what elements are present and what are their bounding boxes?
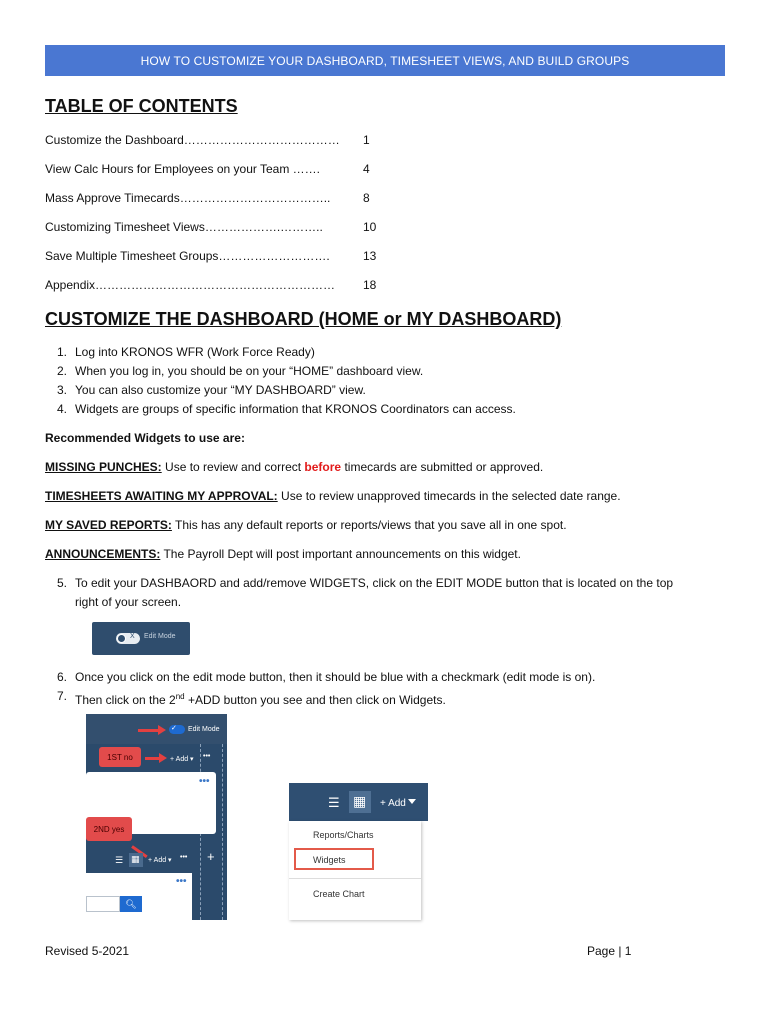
dashed-guide <box>222 744 223 920</box>
menu-item-create-chart: Create Chart <box>313 889 365 899</box>
add-button-2: + Add ▾ <box>148 857 172 864</box>
add-button: + Add <box>380 798 406 809</box>
step-number: 3. <box>56 383 67 397</box>
list-view-icon: ☰ <box>115 855 124 865</box>
toggle-x-label: X <box>130 633 135 640</box>
step-text: You can also customize your “MY DASHBOARD” view. <box>75 383 366 397</box>
callout-second: 2ND yes <box>86 817 132 841</box>
toc-entry-page: 1 <box>363 133 370 147</box>
revised-date: Revised 5-2021 <box>45 944 130 958</box>
toc-heading: TABLE OF CONTENTS <box>45 96 238 116</box>
widget-label: MY SAVED REPORTS: <box>45 518 172 532</box>
document-title: HOW TO CUSTOMIZE YOUR DASHBOARD, TIMESHEET VIEWS, AND BUILD GROUPS <box>140 53 630 68</box>
list-item <box>45 687 735 710</box>
step-text: Once you click on the edit mode button, then it should be blue with a checkmark (edit mode is on). <box>75 670 596 684</box>
step-number: 7. <box>56 689 67 703</box>
step-text: Widgets are groups of specific information that KRONOS Coordinators can access. <box>75 402 516 416</box>
page-number: Page | 1 <box>587 944 632 958</box>
document-header-bar <box>45 45 725 76</box>
step-text: +ADD button you see and then click on Widgets. <box>184 693 446 707</box>
superscript: nd <box>175 692 185 701</box>
step-number: 6. <box>56 670 67 684</box>
widget-text: The Payroll Dept will post important announcements on this widget. <box>160 547 521 561</box>
toc-entry-label: Save Multiple Timesheet Groups………………………. <box>45 249 330 263</box>
list-view-icon: ☰ <box>328 795 340 810</box>
checkmark-icon: ✓ <box>171 725 177 732</box>
toc-entry-page: 4 <box>363 162 370 176</box>
arrow-head-icon <box>158 725 166 735</box>
more-icon: ••• <box>203 753 211 760</box>
step-text: Then click on the 2 <box>75 693 176 707</box>
steps-list <box>45 343 725 419</box>
widget-label: MISSING PUNCHES: <box>45 460 162 474</box>
arrow-icon <box>138 729 160 732</box>
toc-entry-label: Mass Approve Timecards……………………………….. <box>45 191 331 205</box>
section-heading: CUSTOMIZE THE DASHBOARD (HOME or MY DASHBOARD) <box>45 309 562 329</box>
search-input <box>86 896 120 912</box>
list-item <box>45 400 725 419</box>
menu-divider <box>289 878 421 879</box>
grid-glyph: ▦ <box>353 793 367 809</box>
widget-announcements <box>45 545 735 564</box>
widget-text: Use to review unapproved timecards in the selected date range. <box>277 489 621 503</box>
widget-missing-punches <box>45 458 735 477</box>
step-number: 4. <box>56 402 67 416</box>
widget-label: ANNOUNCEMENTS: <box>45 547 161 561</box>
step-text: right of your screen. <box>75 595 182 609</box>
toc-entry-page: 13 <box>363 249 377 263</box>
toc-entry-page: 18 <box>363 278 377 292</box>
search-icon: 🔍︎ <box>120 896 142 912</box>
widget-my-saved-reports <box>45 516 735 535</box>
widget-text: This has any default reports or reports/views that you save all in one spot. <box>171 518 567 532</box>
recommended-widgets-label: Recommended Widgets to use are: <box>45 431 245 445</box>
step-number: 2. <box>56 364 67 378</box>
toc-entry-page: 8 <box>363 191 370 205</box>
toc-entry-label: Customize the Dashboard………………………………… <box>45 133 340 147</box>
toc-entry-page: 10 <box>363 220 377 234</box>
edit-mode-label: Edit Mode <box>188 726 220 733</box>
highlight-text: before <box>304 460 342 474</box>
arrow-head-icon <box>159 753 167 763</box>
plus-icon: + <box>207 849 215 864</box>
more-icon: ••• <box>180 854 188 861</box>
grid-glyph: ▦ <box>131 854 140 864</box>
chevron-down-icon <box>408 799 416 804</box>
steps-6-7 <box>45 668 735 710</box>
widget-text: Use to review and correct <box>161 460 305 474</box>
menu-item-reports-charts: Reports/Charts <box>313 830 374 840</box>
list-item <box>45 381 725 400</box>
widget-label: TIMESHEETS AWAITING MY APPROVAL: <box>45 489 278 503</box>
list-item <box>45 668 735 687</box>
step-number: 1. <box>56 345 67 359</box>
widget-text: timecards are submitted or approved. <box>341 460 544 474</box>
toggle-knob <box>117 634 126 643</box>
step-text: Log into KRONOS WFR (Work Force Ready) <box>75 345 315 359</box>
edit-mode-label: Edit Mode <box>144 633 176 640</box>
callout-first: 1ST no <box>99 747 141 767</box>
list-item <box>45 343 725 362</box>
step-text: When you log in, you should be on your “HOME” dashboard view. <box>75 364 424 378</box>
more-icon: ••• <box>176 876 187 887</box>
toc-entry-label: Appendix…………………………………………………… <box>45 278 336 292</box>
toc-entry-label: Customizing Timesheet Views……………….……….. <box>45 220 323 234</box>
menu-item-widgets: Widgets <box>313 855 346 865</box>
step-text: To edit your DASHBAORD and add/remove WIDGETS, click on the EDIT MODE button that is located on the top <box>75 576 674 590</box>
step-5 <box>45 574 735 612</box>
more-icon: ••• <box>199 776 210 787</box>
list-item <box>45 362 725 381</box>
step-number: 5. <box>56 576 67 590</box>
add-button-1: + Add ▾ <box>170 756 194 763</box>
widget-timesheets-awaiting <box>45 487 735 506</box>
toc-entry-label: View Calc Hours for Employees on your Team ……. <box>45 162 320 176</box>
